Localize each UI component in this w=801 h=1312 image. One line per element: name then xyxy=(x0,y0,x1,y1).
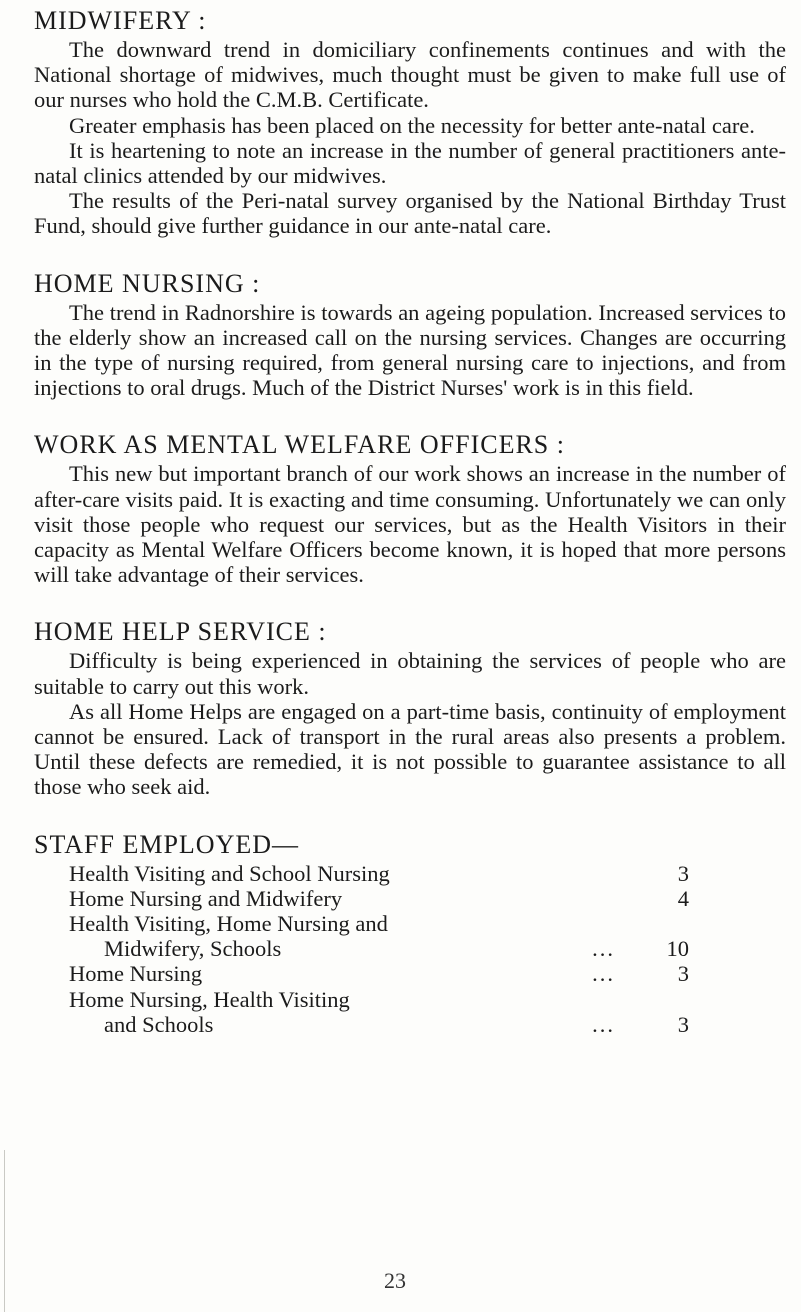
staff-list xyxy=(69,861,689,1037)
section-home-nursing xyxy=(34,269,786,401)
staff-count: 10 xyxy=(666,936,689,962)
staff-row xyxy=(69,961,689,986)
paragraph: This new but important branch of our work shows an increase in the number of after-care visits paid. It is exacting and time consuming. Unfortunately we can only visit those people who request our services, but as the Health Visitors in their capacity as Mental Welfare Officers become known, it is hoped that more persons will take advantage of their services. xyxy=(34,461,786,588)
leader-dots: ... xyxy=(592,936,615,962)
staff-row xyxy=(69,886,689,911)
staff-role: Health Visiting, Home Nursing and xyxy=(69,911,388,937)
section-heading: HOME NURSING : xyxy=(34,268,261,298)
staff-row xyxy=(69,936,689,961)
staff-count: 4 xyxy=(677,885,689,911)
staff-role: Home Nursing xyxy=(69,961,203,987)
paragraph: The trend in Radnorshire is towards an ageing population. Increased services to the elderly show an increased call on the nursing services. Changes are occurring in the type of nursing required, from general nursing care to injections, and from injections to oral drugs. Much of the District Nurses' work is in this field. xyxy=(34,299,786,401)
document-body xyxy=(34,6,786,1037)
paragraph: It is heartening to note an increase in the number of general practitioners ante-natal clinics attended by our midwives. xyxy=(34,137,786,189)
staff-row xyxy=(69,987,689,1012)
leader-dots xyxy=(350,987,663,1012)
staff-count: 3 xyxy=(677,961,689,987)
staff-employed xyxy=(34,830,786,1037)
section-heading: HOME HELP SERVICE : xyxy=(34,617,327,647)
staff-count: 3 xyxy=(677,860,689,886)
staff-role: Midwifery, Schools xyxy=(104,936,282,962)
paragraph: The downward trend in domiciliary confinements continues and with the National shortage of midwives, much thought must be given to make full use of our nurses who hold the C.M.B. Certificate. xyxy=(34,37,786,113)
staff-count xyxy=(663,911,689,936)
leader-dots: ... xyxy=(592,961,615,987)
section-mental-welfare xyxy=(34,430,786,587)
section-home-help xyxy=(34,617,786,799)
leader-dots xyxy=(342,886,663,911)
staff-role: and Schools xyxy=(104,1011,214,1037)
section-heading: WORK AS MENTAL WELFARE OFFICERS : xyxy=(34,430,565,460)
paragraph: The results of the Peri-natal survey organised by the National Birthday Trust Fund, should give further guidance in our ante-natal care. xyxy=(34,188,786,239)
staff-count xyxy=(663,987,689,1012)
margin-rule xyxy=(4,1150,5,1312)
staff-row xyxy=(69,911,689,936)
staff-role: Home Nursing, Health Visiting xyxy=(69,986,350,1012)
staff-role: Home Nursing and Midwifery xyxy=(69,885,343,911)
section-heading: STAFF EMPLOYED— xyxy=(34,829,300,859)
staff-row xyxy=(69,861,689,886)
staff-count: 3 xyxy=(677,1011,689,1037)
leader-dots xyxy=(388,911,663,936)
staff-role: Health Visiting and School Nursing xyxy=(69,860,390,886)
paragraph: As all Home Helps are engaged on a part-time basis, continuity of employment cannot be ensured. Lack of transport in the rural areas also presents a problem. Until these defects are remedied, it is not possible to guarantee assistance to all those who seek aid. xyxy=(34,698,786,800)
leader-dots: ... xyxy=(592,1011,615,1037)
paragraph: Greater emphasis has been placed on the necessity for better ante-natal care. xyxy=(69,112,755,138)
staff-row xyxy=(69,1012,689,1037)
section-midwifery xyxy=(34,6,786,239)
paragraph: Difficulty is being experienced in obtaining the services of people who are suitable to carry out this work. xyxy=(34,648,786,699)
page-number: 23 xyxy=(384,1268,406,1293)
leader-dots xyxy=(390,861,663,886)
section-heading: MIDWIFERY : xyxy=(34,6,207,35)
